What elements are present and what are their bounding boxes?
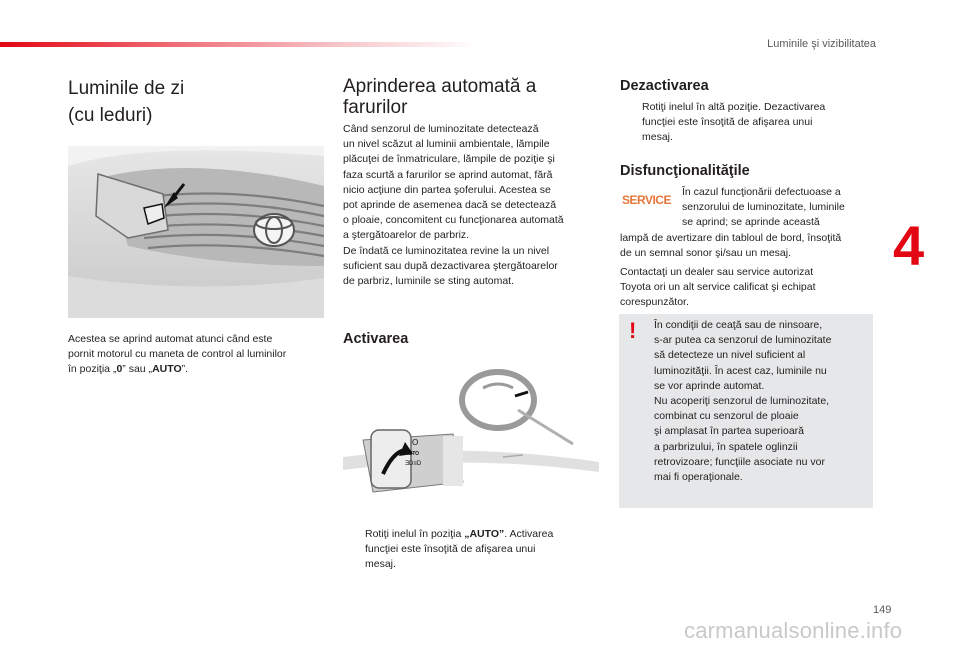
text-run: în poziţia „	[68, 363, 117, 376]
text-line: faza scurtă a farurilor se aprind automat, fără	[343, 168, 553, 181]
auto-headlights-text	[343, 122, 564, 289]
text-line: de parbriz, luminile se sting automat.	[343, 275, 514, 288]
text-run: Rotiţi inelul în poziţia	[365, 528, 465, 540]
warning-text	[654, 318, 869, 485]
text-line: senzorului de luminozitate, luminile	[682, 201, 845, 214]
text-line: În cazul funcţionării defectuoase a	[682, 186, 841, 198]
position-zero: 0	[116, 363, 123, 376]
text-line: de un semnal sonor şi/sau un mesaj.	[620, 246, 792, 259]
text-line: corespunzător.	[620, 296, 689, 309]
text-line: luminozităţii. În acest caz, luminile nu	[654, 364, 827, 377]
text-line: retrovizoare; funcţiile asociate nu vor	[654, 455, 825, 468]
text-line: a parbrizului, în spatele oglinzii	[654, 440, 798, 453]
text-line: să detecteze un nivel suficient al	[654, 349, 806, 362]
position-auto: „AUTO”	[464, 528, 505, 540]
malfunction-text	[620, 185, 880, 261]
title-line: Aprinderea automată a	[343, 76, 537, 97]
text-run: ”.	[181, 363, 189, 376]
title-line: (cu leduri)	[68, 105, 153, 126]
bullet-text	[365, 527, 553, 573]
text-line: şi amplasat în partea superioară	[654, 425, 804, 438]
section-title-daytime-lights	[68, 76, 184, 128]
text-line: mesaj.	[365, 558, 396, 571]
text-line: lampă de avertizare din tabloul de bord, însoţită	[620, 231, 842, 244]
text-line: combinat cu senzorul de ploaie	[654, 410, 799, 423]
text-line: o ploaie, concomitent cu funcţionarea automată	[343, 214, 564, 227]
text-line: a ştergătoarelor de parbriz.	[343, 229, 470, 242]
text-line: se aprind; se aprinde această	[682, 216, 820, 229]
daytime-lights-text	[68, 332, 286, 378]
text-line: Rotiţi inelul în altă poziţie. Dezactivarea	[642, 101, 826, 113]
ring-label-auto: AUTO	[405, 451, 420, 457]
headlight-front-illustration	[68, 146, 324, 318]
page-number: 149	[873, 604, 892, 616]
section-title-auto-headlights	[343, 76, 536, 118]
ring-label-lowbeam: ƎD≡D	[405, 461, 422, 467]
text-line: Acestea se aprind automat atunci când este	[68, 333, 273, 345]
contact-text	[620, 265, 880, 311]
warning-exclamation-icon: !	[629, 318, 637, 343]
section-title-deactivation: Dezactivarea	[620, 78, 709, 94]
text-line: Nu acoperiţi senzorul de luminozitate,	[654, 395, 830, 408]
light-stalk-illustration	[343, 362, 599, 500]
chapter-number: 4	[893, 214, 925, 277]
text-line: În condiţii de ceaţă sau de ninsoare,	[654, 319, 823, 331]
text-run: ” sau „	[122, 363, 153, 376]
text-line: suficient sau după dezactivarea ştergătoarelor	[343, 259, 558, 272]
text-line: pot aprinde de asemenea dacă se detectează	[343, 199, 557, 212]
text-line: funcţiei este însoţită de afişarea unui	[365, 543, 536, 556]
text-line: pornit motorul cu maneta de control al luminilor	[68, 348, 287, 361]
text-line: Contactaţi un dealer sau service autorizat	[620, 266, 814, 278]
title-line: Luminile de zi	[68, 78, 185, 99]
text-line: mesaj.	[642, 131, 673, 144]
section-title-malfunctions: Disfuncţionalităţile	[620, 163, 750, 179]
header-accent-bar	[0, 42, 480, 47]
text-line: se vor aprinde automat.	[654, 379, 765, 392]
deactivation-bullet	[620, 100, 880, 148]
text-line: Toyota ori un alt service calificat şi echipat	[620, 281, 816, 294]
text-line: funcţiei este însoţită de afişarea unui	[642, 116, 813, 129]
position-auto: AUTO	[152, 363, 182, 376]
text-line: plăcuţei de înmatriculare, lămpile de poziţie şi	[343, 153, 555, 166]
text-line: un nivel scăzut al luminii ambientale, lămpile	[343, 138, 550, 151]
text-line: Când senzorul de luminozitate detectează	[343, 123, 539, 135]
activation-bullet	[343, 527, 603, 577]
text-line: s-ar putea ca senzorul de luminozitate	[654, 334, 832, 347]
text-line: nicio acţiune din partea şoferului. Acestea se	[343, 183, 551, 196]
section-title-activation: Activarea	[343, 331, 409, 347]
text-line: De îndată ce luminozitatea revine la un nivel	[343, 244, 550, 257]
bullet-text	[642, 100, 825, 146]
service-warning-icon: SERVICE	[622, 193, 671, 207]
text-run: . Activarea	[504, 528, 554, 540]
text-line: mai fi operaţionale.	[654, 471, 743, 484]
chapter-title: Luminile şi vizibilitatea	[767, 38, 876, 50]
watermark-text: carmanualsonline.info	[684, 618, 903, 643]
ring-label-off: O	[412, 438, 419, 447]
title-line: farurilor	[343, 97, 408, 118]
